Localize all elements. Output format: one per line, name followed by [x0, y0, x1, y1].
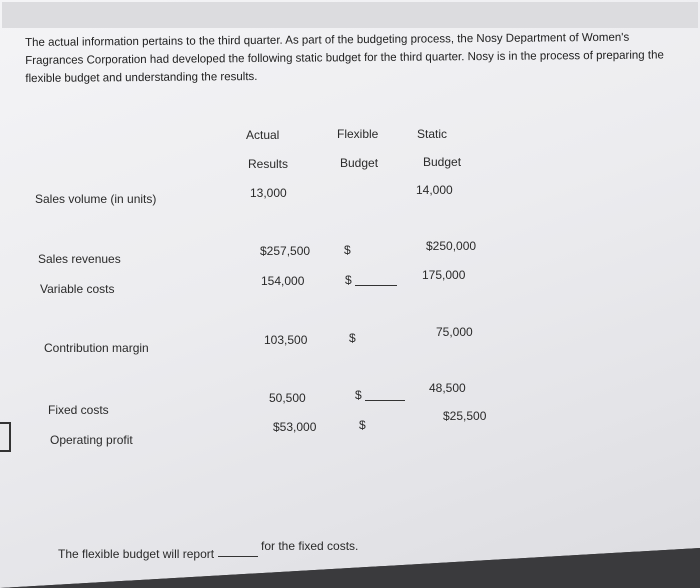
label-sales-revenues: Sales revenues: [38, 252, 121, 266]
static-operating-profit: $25,500: [443, 409, 487, 423]
header-flexible-line1: Flexible: [337, 127, 379, 141]
static-fixed-costs: 48,500: [429, 381, 466, 395]
variable-costs-blank[interactable]: [355, 285, 397, 286]
header-flexible-line2: Budget: [340, 156, 379, 170]
footer-suffix: for the fixed costs.: [261, 539, 359, 553]
actual-sales-volume: 13,000: [250, 186, 287, 200]
label-variable-costs: Variable costs: [40, 282, 115, 296]
flexible-fixed-costs: $: [355, 388, 362, 402]
flexible-variable-costs: $: [345, 273, 352, 287]
actual-variable-costs: 154,000: [261, 274, 305, 288]
actual-contribution-margin: 103,500: [264, 333, 308, 347]
static-sales-volume: 14,000: [416, 183, 453, 197]
label-sales-volume: Sales volume (in units): [35, 192, 157, 206]
footer-blank[interactable]: [218, 556, 258, 557]
flexible-contribution-margin: $: [349, 331, 356, 345]
label-operating-profit: Operating profit: [50, 433, 133, 447]
fixed-costs-blank[interactable]: [365, 400, 405, 401]
header-static-line2: Budget: [423, 155, 462, 169]
header-static-line1: Static: [417, 127, 448, 141]
actual-operating-profit: $53,000: [273, 420, 317, 434]
label-fixed-costs: Fixed costs: [48, 403, 109, 417]
top-frame: [2, 2, 698, 28]
footer-prefix: The flexible budget will report: [58, 547, 215, 561]
header-actual-line2: Results: [248, 157, 289, 171]
static-sales-revenues: $250,000: [426, 239, 477, 253]
header-actual-line1: Actual: [246, 128, 280, 142]
flexible-operating-profit: $: [359, 418, 366, 432]
static-variable-costs: 175,000: [422, 268, 466, 282]
label-contribution-margin: Contribution margin: [44, 341, 149, 355]
actual-fixed-costs: 50,500: [269, 391, 306, 405]
left-edge-bracket: [0, 422, 11, 452]
actual-sales-revenues: $257,500: [260, 244, 311, 258]
flexible-sales-revenues: $: [344, 243, 351, 257]
intro-paragraph: The actual information pertains to the third quarter. As part of the budgeting process, the Nosy Department of Women's Fragrances Corporation had developed the following static budget for the third quarter. Nosy is in the process of preparing the flexible budget and understanding the results.: [25, 31, 664, 85]
static-contribution-margin: 75,000: [436, 325, 473, 339]
